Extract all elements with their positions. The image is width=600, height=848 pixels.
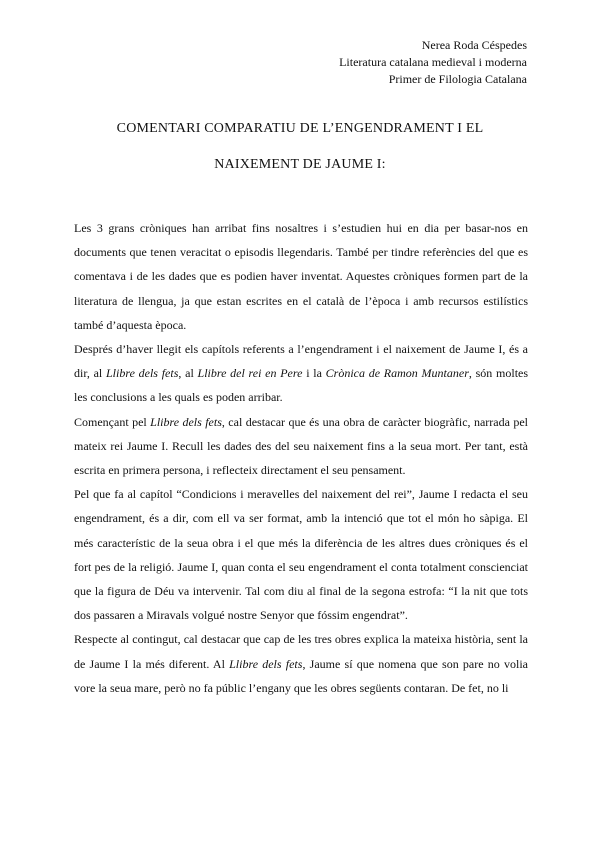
paragraph-2-text-a: Després d’haver llegit els capítols referents a l’engendrament i el naixement de Jaume I, és a dir, al bbox=[74, 342, 528, 381]
paragraph-5 bbox=[74, 627, 528, 700]
title-llibre-dels-fets: Llibre dels fets bbox=[150, 414, 222, 429]
paragraph-3-text-c: , cal destacar que és una obra de caràcter biogràfic, narrada pel mateix rei Jaume I. Recull les dades des del seu naixement fins a la seua mort. Per tant, està escrita en primera persona, i reflecteix directament el seu pensament. bbox=[74, 414, 528, 478]
title-cronica-de-ramon-muntaner: Crònica de Ramon Muntaner bbox=[325, 366, 469, 381]
author-name: Nerea Roda Céspedes bbox=[421, 38, 527, 52]
paragraph-2-text-c: , al bbox=[178, 366, 198, 381]
document-title-line-2: NAIXEMENT DE JAUME I: bbox=[214, 157, 386, 172]
paragraph-2 bbox=[74, 337, 528, 410]
author-header bbox=[339, 37, 527, 88]
title-llibre-dels-fets: Llibre dels fets bbox=[229, 656, 303, 671]
course-name: Literatura catalana medieval i moderna bbox=[339, 55, 527, 69]
paragraph-4: Pel que fa al capítol “Condicions i meravelles del naixement del rei”, Jaume I redacta el seu engendrament, és a dir, com ell va ser format, amb la intenció que tot el món ho sàpiga. El més característic de la seua obra i el que més la diferència de les altres dues cròniques és el fort pes de la religió. Jaume I, quan conta el seu engendrament el conta totalment conscienciat que la figura de Déu va intervenir. Tal com diu al final de la segona estrofa: “I la nit que tots dos passaren a Miravals volgué nostre Senyor que fóssim engendrat”. bbox=[74, 487, 528, 623]
paragraph-3-text-a: Començant pel bbox=[74, 414, 151, 429]
paragraph-3 bbox=[74, 410, 528, 483]
paragraph-2-text-g: , són moltes les conclusions a les quals es poden arribar. bbox=[74, 366, 529, 405]
document-body bbox=[74, 216, 528, 700]
paragraph-5-text-a: Respecte al contingut, cal destacar que cap de les tres obres explica la mateixa història, sent la de Jaume I la més diferent. Al bbox=[74, 632, 528, 671]
paragraph-5-text-c: , Jaume sí que nomena que son pare no volia vore la seua mare, però no fa públic l’engany que les obres següents contaran. De fet, no li bbox=[74, 656, 528, 695]
paragraph-2-text-e: i la bbox=[302, 366, 326, 381]
program-name: Primer de Filologia Catalana bbox=[388, 72, 527, 86]
document-title-line-1: COMENTARI COMPARATIU DE L’ENGENDRAMENT I EL bbox=[116, 121, 484, 136]
title-llibre-del-rei-en-pere: Llibre del rei en Pere bbox=[197, 366, 303, 381]
paragraph-1: Les 3 grans cròniques han arribat fins nosaltres i s’estudien hui en dia per basar-nos en documents que tenen veracitat o episodis llegendaris. També per tindre referències del que es comentava i de les dades que es podien haver inventat. Aquestes cròniques formen part de la literatura de llengua, ja que estan escrites en el català de l’època i amb recursos estilístics també d’aquesta època. bbox=[74, 221, 528, 332]
title-llibre-dels-fets: Llibre dels fets bbox=[106, 366, 179, 381]
